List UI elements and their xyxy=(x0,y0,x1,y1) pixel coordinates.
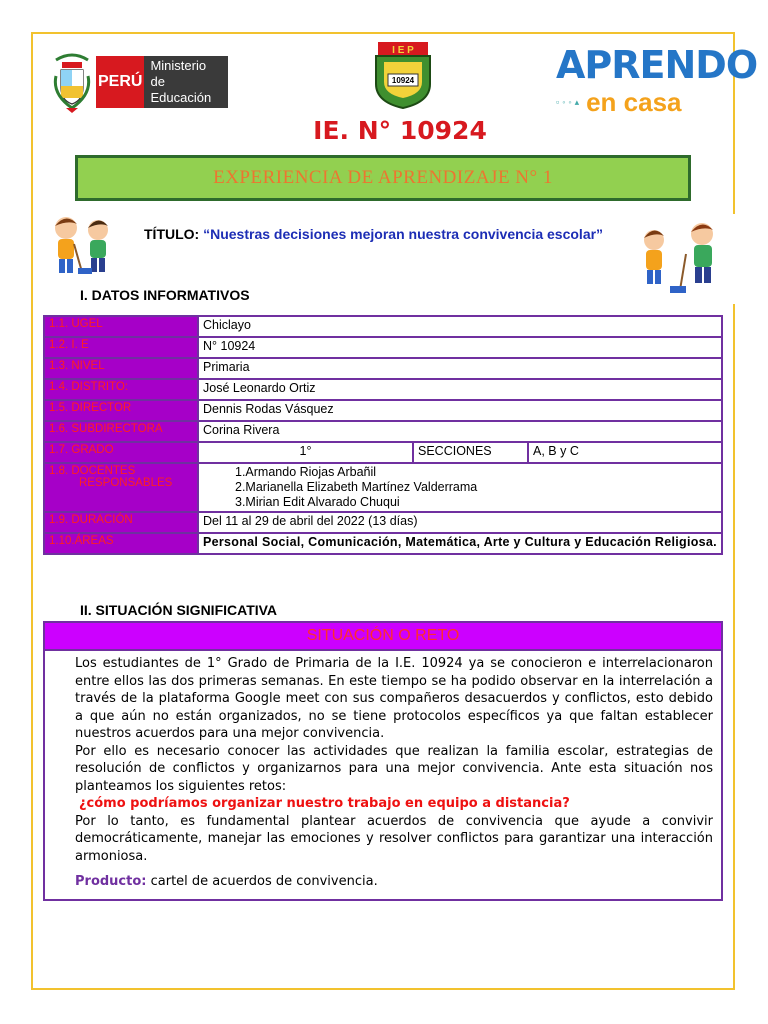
table-row xyxy=(45,338,721,357)
row-label: 1.4. DISTRITO: xyxy=(45,380,197,399)
producto-text: cartel de acuerdos de convivencia. xyxy=(150,874,378,889)
situacion-body xyxy=(45,651,721,899)
table-row xyxy=(45,534,721,553)
situacion-paragraph-3: Por lo tanto, es fundamental plantear acuerdos de convivencia que ayude a convivir democráticamente, manejar las emociones y resolver conflictos para garantizar una interacción armoniosa. xyxy=(75,813,713,864)
title-text: “Nuestras decisiones mejoran nuestra convivencia escolar” xyxy=(203,226,604,242)
table-row xyxy=(45,317,721,336)
table-row xyxy=(45,380,721,399)
row-label: 1.2. I. E xyxy=(45,338,197,357)
secciones-label: SECCIONES xyxy=(414,443,527,462)
table-row xyxy=(45,401,721,420)
row-label: 1.1. UGEL xyxy=(45,317,197,336)
school-crest xyxy=(372,40,434,110)
aprendo-sub-text: en casa xyxy=(586,87,682,117)
row-value: José Leonardo Ortiz xyxy=(199,380,721,399)
row-value: N° 10924 xyxy=(199,338,721,357)
aprendo-en-casa-logo xyxy=(556,43,758,126)
situacion-box-title: SITUACIÓN O RETO xyxy=(45,623,721,651)
ministerio-line1: Ministerio xyxy=(150,58,207,73)
situacion-paragraph-1: Los estudiantes de 1° Grado de Primaria de la I.E. 10924 ya se conocieron e interrelacionaron entre ellos las dos primeras semanas. En este tiempo se ha podido observar en la interrelación a través de la plataforma Google meet con sus compañeros desacuerdos y conflictos, esto debido a que aún no están organizados, no se tiene protocolos específicos ya que faltan establecer nuestros acuerdos para una mejor convivencia. xyxy=(75,656,713,741)
row-value: Corina Rivera xyxy=(199,422,721,441)
experience-title: EXPERIENCIA DE APRENDIZAJE N° 1 xyxy=(213,167,553,188)
row-value: Dennis Rodas Vásquez xyxy=(199,401,721,420)
row-value: Chiclayo xyxy=(199,317,721,336)
list-item: 3.Mirian Edit Alvarado Chuqui xyxy=(235,495,400,509)
situacion-box xyxy=(43,621,723,901)
situacion-heading: II. SITUACIÓN SIGNIFICATIVA xyxy=(80,602,278,618)
grado-value: 1° xyxy=(199,443,412,462)
ministerio-line2: de Educación xyxy=(150,74,212,105)
iep-number-text: 10924 xyxy=(391,76,415,85)
table-row xyxy=(45,359,721,378)
table-row xyxy=(45,422,721,441)
kids-illustration-left xyxy=(48,212,118,278)
situacion-question: ¿cómo podríamos organizar nuestro trabajo en equipo a distancia? xyxy=(79,796,570,811)
peru-coat-of-arms-icon xyxy=(52,50,92,114)
secciones-value: A, B y C xyxy=(529,443,721,462)
row-label: 1.9. DURACIÓN xyxy=(45,513,197,532)
docentes-list xyxy=(199,464,721,511)
producto-line xyxy=(75,873,713,891)
ministerio-label xyxy=(144,56,228,108)
docentes-label-line2: RESPONSABLES xyxy=(79,477,173,489)
kids-illustration-right xyxy=(636,214,738,304)
row-value: Primaria xyxy=(199,359,721,378)
document-title xyxy=(144,226,603,242)
school-title: IE. N° 10924 xyxy=(313,116,487,145)
row-label: 1.6. SUBDIRECTORA xyxy=(45,422,197,441)
table-row xyxy=(45,513,721,532)
datos-table xyxy=(43,315,723,555)
list-item: 1.Armando Riojas Arbañil xyxy=(235,465,377,479)
row-value: Del 11 al 29 de abril del 2022 (13 días) xyxy=(199,513,721,532)
experience-title-box xyxy=(75,155,691,201)
row-label: 1.10.ÁREAS xyxy=(45,534,197,553)
row-label: 1.3. NIVEL xyxy=(45,359,197,378)
table-row-docentes xyxy=(45,464,721,511)
list-item: 2.Marianella Elizabeth Martínez Valderrama xyxy=(235,480,478,494)
row-label: 1.7. GRADO xyxy=(45,443,197,462)
title-label: TÍTULO: xyxy=(144,226,200,242)
aprendo-main-text: APRENDO xyxy=(556,43,758,87)
row-value: Personal Social, Comunicación, Matemática, Arte y Cultura y Educación Religiosa. xyxy=(199,534,721,553)
table-row-grado xyxy=(45,443,721,462)
row-label: 1.5. DIRECTOR xyxy=(45,401,197,420)
situacion-paragraph-2: Por ello es necesario conocer las actividades que realizan la familia escolar, estrategias de resolución de conflictos y organizarnos para una mejor convivencia. Ante esta situación nos planteamos los siguientes retos: xyxy=(75,743,713,794)
row-label xyxy=(45,464,197,511)
shapes-icon: ▫◦◦▴ xyxy=(556,96,583,107)
producto-label: Producto: xyxy=(75,874,147,889)
datos-heading: I. DATOS INFORMATIVOS xyxy=(80,287,250,303)
ministerio-logo xyxy=(52,44,228,120)
docentes-label-line1: 1.8. DOCENTES xyxy=(49,465,136,477)
peru-label: PERÚ xyxy=(96,56,144,108)
iep-badge-text: I E P xyxy=(392,45,414,56)
